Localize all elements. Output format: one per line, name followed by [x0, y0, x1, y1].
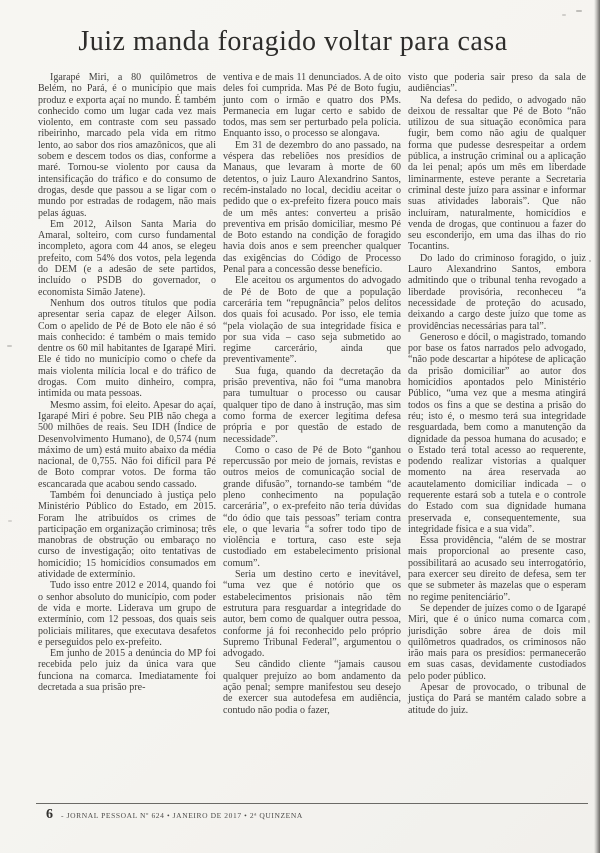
article-paragraph: visto que poderia sair preso da sala de audiências”. [408, 72, 586, 95]
article-paragraph: Em 31 de dezembro do ano passado, na véspera das rebeliões nos presídios de Manaus, que levaram à morte de 60 detentos, o juiz Lauro Alexandrino Santos, recém-instalado no local, decidiu aceitar o pedido que o ex-prefeito fizera pouco mais de um mês antes: converteu a prisão preventiva em prisão domiciliar, mesmo Pé de Boto estando na condição de foragido havia dois anos e sem preencher qualquer das exigências do Código de Processo Penal para a concessão desse benefício. [223, 139, 401, 276]
article-paragraph: Essa providência, “além de se mostrar mais proporcional ao presente caso, possibilitará ao acusado seu interrogatório, para exercer seu direito de defesa, sem ter que se submeter às mazelas que o esperam no regime penitenciário”. [408, 535, 586, 603]
scan-speck [589, 260, 591, 262]
scan-speck [7, 345, 12, 347]
article-paragraph: Igarapé Miri, a 80 quilômetros de Belém, no Pará, é o município que mais produz e exporta açaí no mundo. É também conhecido como um lugar cada vez mais violento, em contraste com seu passado ribeirinho, marcado pela vida em ritmo lento, ao sabor dos rios amazônicos, que ali sobem e descem todos os dias, conforme a maré. Tornou-se violento por causa da intensificação do tráfico e do consumo de drogas, desde que passou a se ligar com o mundo por estradas de rodagem, não mais pelas águas. [38, 72, 216, 219]
scan-speck [588, 620, 590, 623]
article-paragraph: Em 2012, Ailson Santa Maria do Amaral, solteiro, com curso fundamental incompleto, agora com 44 anos, se elegeu prefeito, com 54% dos votos, pela legenda do DEM (e a adesão de sete partidos, incluído o PSDB do governador, o economista Simão Jatene). [38, 218, 216, 298]
article-paragraph: Seria um destino certo e inevitável, “uma vez que é notório que os estabelecimentos prisionais não têm estrutura para resguardar a integridade do autor, bem como de qualquer outra pessoa, conforme já foi reconhecido pelo próprio Supremo Tribunal Federal”, argumentou o advogado. [223, 569, 401, 660]
article-column-3 [408, 72, 586, 800]
footer-rule [36, 803, 588, 804]
article-paragraph: Como o caso de Pé de Boto “ganhou repercussão por meio de jornais, revistas e outros meios de comunicação social de grande difusão”, tornando-se também “de pleno conhecimento na população carcerária”, o ex-prefeito não teria dúvidas “do ódio que tais pessoas” teriam contra ele, o que levaria “a sofrer todo tipo de violência e tortura, caso este seja custodiado em estabelecimento prisional comum”. [223, 444, 401, 569]
article-paragraph: Tudo isso entre 2012 e 2014, quando foi o senhor absoluto do município, com poder de vida e morte. Liderava um grupo de extermínio, com 12 pessoas, dos quais seis policiais militares, que executava desafetos e perseguidos pelo ex-prefeito. [38, 580, 216, 648]
article-paragraph: Generoso e dócil, o magistrado, tomando por base os fatos narrados pelo advogado, “não pode descartar a hipótese de aplicação da prisão domiciliar” ao autor dos homicídios apontados pelo Ministério Público, “uma vez que a mesma atingirá todos os fins a que se destina a prisão do réu; isto é, o mesmo terá sua integridade resguardada, bem como a manutenção da dignidade da pessoa humana do acusado; e o Estado terá total acesso ao requerente, podendo realizar vistorias a qualquer momento na área reservada ao acautelamento domiciliar indicada – o requerente estará sob a tutela e o controle do Estado com sua dignidade humana preservada e, consequentemente, sua integridade física e a sua vida”. [408, 331, 586, 535]
article-column-2 [223, 72, 401, 800]
article-paragraph: Seu cândido cliente “jamais causou qualquer prejuízo ao bom andamento da ação penal; sempre manifestou seu desejo de exercer sua autodefesa em audiência, contudo não podia o fazer, [223, 659, 401, 716]
article-paragraph: Sua fuga, quando da decretação da prisão preventiva, não foi “uma manobra para tumultuar o processo ou causar qualquer tipo de dano à instrução, mas sim como forma de exercer legítima defesa própria e por questão de estado de necessidade”. [223, 365, 401, 445]
article-column-1 [38, 72, 216, 800]
article-paragraph: Nenhum dos outros títulos que podia apresentar seria capaz de eleger Ailson. Com o apelido de Pé de Boto ele não é só mais conhecido: é também o mais temido dentre os 60 mil habitantes de Igarapé Miri. Ele é tido no município como o chefe da mais violenta milícia local e do tráfico de drogas. Com muito dinheiro, compra, intimida ou mata pessoas. [38, 297, 216, 400]
article-paragraph: Mesmo assim, foi eleito. Apesar do açaí, Igarapé Miri é pobre. Seu PIB não chega a 500 milhões de reais. Seu IDH (Índice de Desenvolvimento Humano), de 0,574 (num máximo de um) está muito abaixo da média nacional, de 0,755. Não foi difícil para Pé de Boto comprar votos. De forma tão escancarada que acabou sendo cassado. [38, 399, 216, 490]
article-paragraph: Ele aceitou os argumentos do advogado de Pé de Boto de que a população carcerária tem “repugnância” pelos delitos dos quais foi acusado. Por isso, ele temia “pela violação de sua integridade física e por sua vida – caso seja submetido ao regime carcerário, ainda que preventivamente”. [223, 275, 401, 366]
page-footer [46, 807, 588, 823]
article-paragraph: Apesar de provocado, o tribunal de justiça do Pará se mantém calado sobre a atitude do juiz. [408, 682, 586, 716]
article-body [38, 72, 586, 800]
scan-edge-artifact [594, 0, 600, 853]
article-paragraph: ventiva e de mais 11 denunciados. A de oito deles foi cumprida. Mas Pé de Boto fugiu, junto com o irmão e quatro dos PMs. Permanecia em lugar certo e sabido de todos, mas sem ser perturbado pela polícia. Enquanto isso, o processo se alongava. [223, 72, 401, 140]
article-paragraph: Na defesa do pedido, o advogado não deixou de ressaltar que Pé de Boto “não utilizou de sua situação econômica para fugir, bem como não agiu de qualquer forma que pudesse desrespeitar a ordem pública, a instrução criminal ou a aplicação da lei penal; após um mês em liberdade liminarmente, esteve perante a Secretaria criminal deste juízo para assinar e informar suas atividades laborais”. Que não incluíram, naturalmente, homicídios e venda de drogas, que continuou a fazer do seu esconderijo, em uma das ilhas do rio Tocantins. [408, 94, 586, 253]
scan-speck [562, 14, 566, 16]
article-paragraph: Em junho de 2015 a denúncia do MP foi recebida pelo juiz da única vara que funciona na comarca. Imediatamente foi decretada a sua prisão pre- [38, 648, 216, 694]
scan-speck [576, 10, 582, 12]
article-paragraph: Também foi denunciado à justiça pelo Ministério Público do Estado, em 2015. Foram lhe atribuídos os crimes de participação em organização criminosa; três manobras de obstrução ou embaraço no curso de investigação; oito tentativas de homicídio; 15 homicídios consumados em atividade de extermínio. [38, 489, 216, 581]
article-paragraph: Do lado do criminoso foragido, o juiz Lauro Alexandrino Santos, embora admitindo que o tribunal tenha revogado a liberdade provisória, reconheceu “a necessidade de proteção do acusado, deixando a cargo deste juízo que tome as providências necessárias para tal”. [408, 252, 586, 332]
scan-speck [8, 520, 12, 522]
article-title: Juiz manda foragido voltar para casa [78, 26, 508, 57]
article-paragraph: Se depender de juízes como o de Igarapé Miri, que é o único numa comarca com jurisdição sobre área de dois mil quilômetros quadrados, os criminosos não irão mais para os presídios: permanecerão em suas casas, devidamente custodiados pelo poder público. [408, 602, 586, 682]
footer-text: - JORNAL PESSOAL Nº 624 • JANEIRO DE 2017 • 2ª QUINZENA [61, 811, 303, 820]
page-number: 6 [46, 807, 53, 822]
